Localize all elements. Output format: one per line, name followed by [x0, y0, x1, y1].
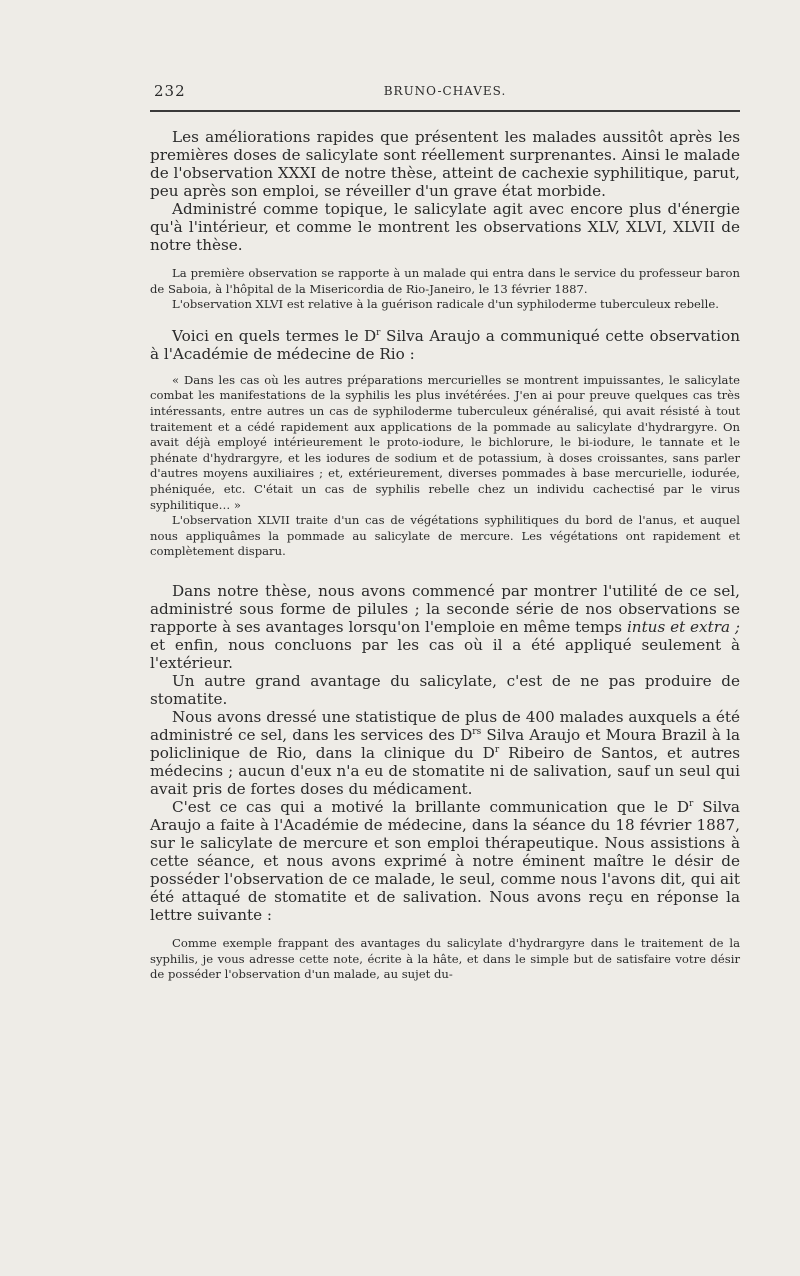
paragraph-stomatite: Un autre grand avantage du salicylate, c'est de ne pas produire de stomatite. — [150, 671, 740, 708]
paragraph-topique: Administré comme topique, le salicylate agit avec encore plus d'énergie qu'à l'intérieur, et comme le montrent les observations XLV, XLVI, XLVII de notre thèse. — [150, 200, 740, 254]
paragraph-statistique: Nous avons dressé une statistique de plus de 400 malades auxquels a été administré ce sel, dans les services des $D^{rs}$ Silva Araujo et Moura Brazil à la policlinique de Rio, dans la clinique du $D^r$ Ribeiro de Santos, et autres médecins ; aucun d'eux n'a eu de stomatite ni de salivation, sauf un seul qui avait pris de fortes doses du médicament. — [150, 707, 740, 798]
page-header — [150, 82, 740, 102]
paragraph-premiere-observation: La première observation se rapporte à un malade qui entra dans le service du professeur baron de Saboia, à l'hôpital de la Misericordia de Rio-Janeiro, le 13 février 1887. — [150, 266, 740, 296]
paragraph-observation-xlvi: L'observation XLVI est relative à la guérison radicale d'un syphiloderme tuberculeux rebelle. — [172, 297, 719, 312]
paragraph-silva-araujo: Voici en quels termes le $D^r$ Silva Araujo a communiqué cette observation à l'Académie de médecine de Rio : — [150, 326, 741, 363]
paragraph-observation-xlvii: L'observation XLVII traite d'un cas de végétations syphilitiques du bord de l'anus, et auquel nous appliquâmes la pommade au salicylate de mercure. Les végétations ont rapidement et complètement disparu. — [150, 513, 740, 559]
page-number: 232 — [154, 82, 186, 100]
paragraph-lettre: Comme exemple frappant des avantages du salicylate d'hydrargyre dans le traitement de la syphilis, je vous adresse cette note, écrite à la hâte, et dans le simple but de satisfaire votre désir de posséder l'observation d'un malade, au sujet du- — [150, 935, 740, 982]
paragraph-ameliorations: Les améliorations rapides que présentent les malades aussitôt après les premières doses de salicylate sont réellement surprenantes. Ainsi le malade de l'observation XXXI de notre thèse, atteint de cachexie syphilitique, parut, peu après son emploi, se réveiller d'un grave état morbide. — [150, 128, 740, 200]
paragraph-notre-these: Dans notre thèse, nous avons commencé par montrer l'utilité de ce sel, administré sous forme de pilules ; la seconde série de nos observations se rapporte à ses avantages lorsqu'on l'emploie en même temps intus et extra ; et enfin, nous concluons par les cas où il a été appliqué seulement à l'extérieur. — [150, 581, 741, 672]
quotation-syphiloderme: « Dans les cas où les autres préparations mercurielles se montrent impuissantes, le salicylate combat les manifestations de la syphilis les plus invétérées. J'en ai pour preuve quelques cas très intéressants, entre autres un cas de syphiloderme tuberculeux généralisé, qui avait résisté à tout traitement et a cédé rapidement aux applications de la pommade au salicylate d'hydrargyre. On avait déjà employé intérieurement le proto-iodure, le bichlorure, le bi-iodure, le tannate et le phénate d'hydrargyre, et les iodures de sodium et de potassium, à doses croissantes, sans parler d'autres moyens auxiliaires ; et, extérieurement, diverses pommades à base mercurielle, iodurée, phéniquée, etc. C'était un cas de syphilis rebelle chez un individu cachectisé par le virus syphilitique… » — [150, 372, 740, 512]
header-rule — [150, 110, 740, 112]
paragraph-communication: C'est ce cas qui a motivé la brillante communication que le $D^r$ Silva Araujo a faite à l'Académie de médecine, dans la séance du 18 février 1887, sur le salicylate de mercure et son emploi thérapeutique. Nous assistions à cette séance, et nous avons exprimé à notre éminent maître le désir de posséder l'observation de ce malade, le seul, comme nous l'avons dit, qui ait été attaqué de stomatite et de salivation. Nous avons reçu en réponse la lettre suivante : — [150, 797, 740, 924]
page-body — [150, 128, 740, 983]
running-title: BRUNO-CHAVES. — [383, 84, 507, 98]
